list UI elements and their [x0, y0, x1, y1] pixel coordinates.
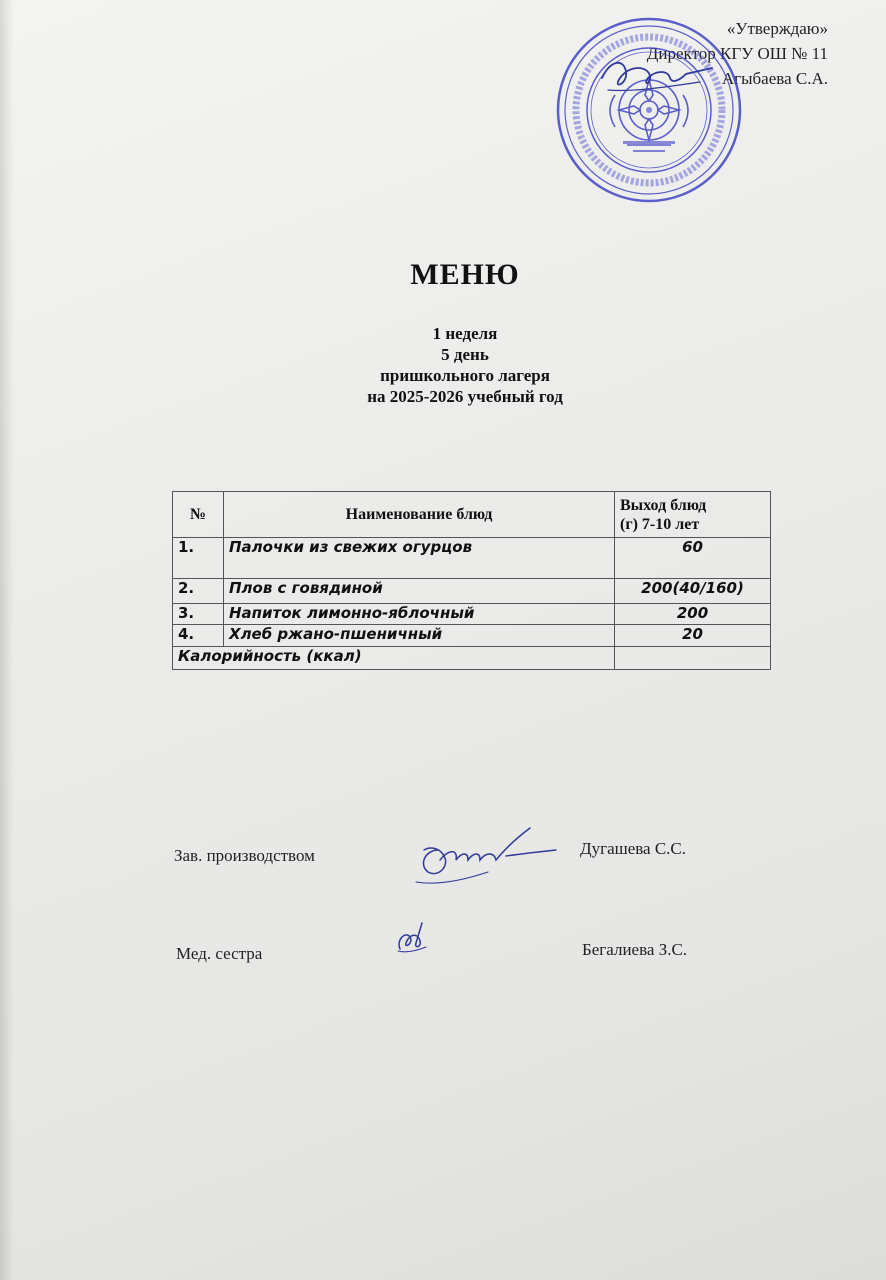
- subtitle-camp: пришкольного лагеря: [380, 366, 550, 385]
- approval-line-1: «Утверждаю»: [726, 19, 828, 38]
- nurse-signature: [392, 915, 432, 960]
- approval-line-3: Агыбаева С.А.: [721, 69, 828, 88]
- header-yield: [615, 492, 771, 538]
- official-stamp: [553, 15, 745, 205]
- row-num: 4.: [173, 625, 224, 647]
- director-signature: [590, 48, 720, 108]
- table-header-row: [173, 492, 771, 538]
- header-yield-line-2: (г) 7-10 лет: [620, 515, 700, 533]
- approval-line-2: Директор КГУ ОШ № 11: [646, 44, 828, 63]
- document-subtitle: [0, 323, 886, 407]
- table-total-row: [173, 647, 771, 670]
- row-dish-name: Напиток лимонно-яблочный: [224, 604, 615, 625]
- row-dish-name: Палочки из свежих огурцов: [224, 538, 615, 579]
- page-edge-shadow: [0, 0, 14, 1280]
- header-yield-line-1: Выход блюд: [620, 496, 707, 514]
- row-num: 3.: [173, 604, 224, 625]
- row-yield: 20: [615, 625, 771, 647]
- subtitle-week: 1 неделя: [432, 324, 498, 343]
- row-num: 2.: [173, 579, 224, 604]
- table-row: [173, 538, 771, 579]
- signature-name-production: Дугашева С.С.: [580, 839, 687, 858]
- table-row: [173, 604, 771, 625]
- table-row: [173, 625, 771, 647]
- total-label: Калорийность (ккал): [173, 647, 615, 670]
- row-yield: 200(40/160): [615, 579, 771, 604]
- total-value: [615, 647, 771, 670]
- row-num: 1.: [173, 538, 224, 579]
- header-dish-name: Наименование блюд: [224, 492, 615, 538]
- production-head-signature: [410, 820, 560, 890]
- row-yield: 200: [615, 604, 771, 625]
- row-dish-name: Плов с говядиной: [224, 579, 615, 604]
- subtitle-year: на 2025-2026 учебный год: [367, 387, 563, 406]
- subtitle-day: 5 день: [441, 345, 489, 364]
- row-dish-name: Хлеб ржано-пшеничный: [224, 625, 615, 647]
- menu-table: [172, 491, 771, 670]
- row-yield: 60: [615, 538, 771, 579]
- signature-role-production: Зав. производством: [174, 846, 315, 865]
- table-row: [173, 579, 771, 604]
- document-title: МЕНЮ: [410, 258, 520, 291]
- signature-name-nurse: Бегалиева З.С.: [582, 940, 688, 959]
- signature-role-nurse: Мед. сестра: [176, 944, 263, 963]
- header-num: №: [173, 492, 224, 538]
